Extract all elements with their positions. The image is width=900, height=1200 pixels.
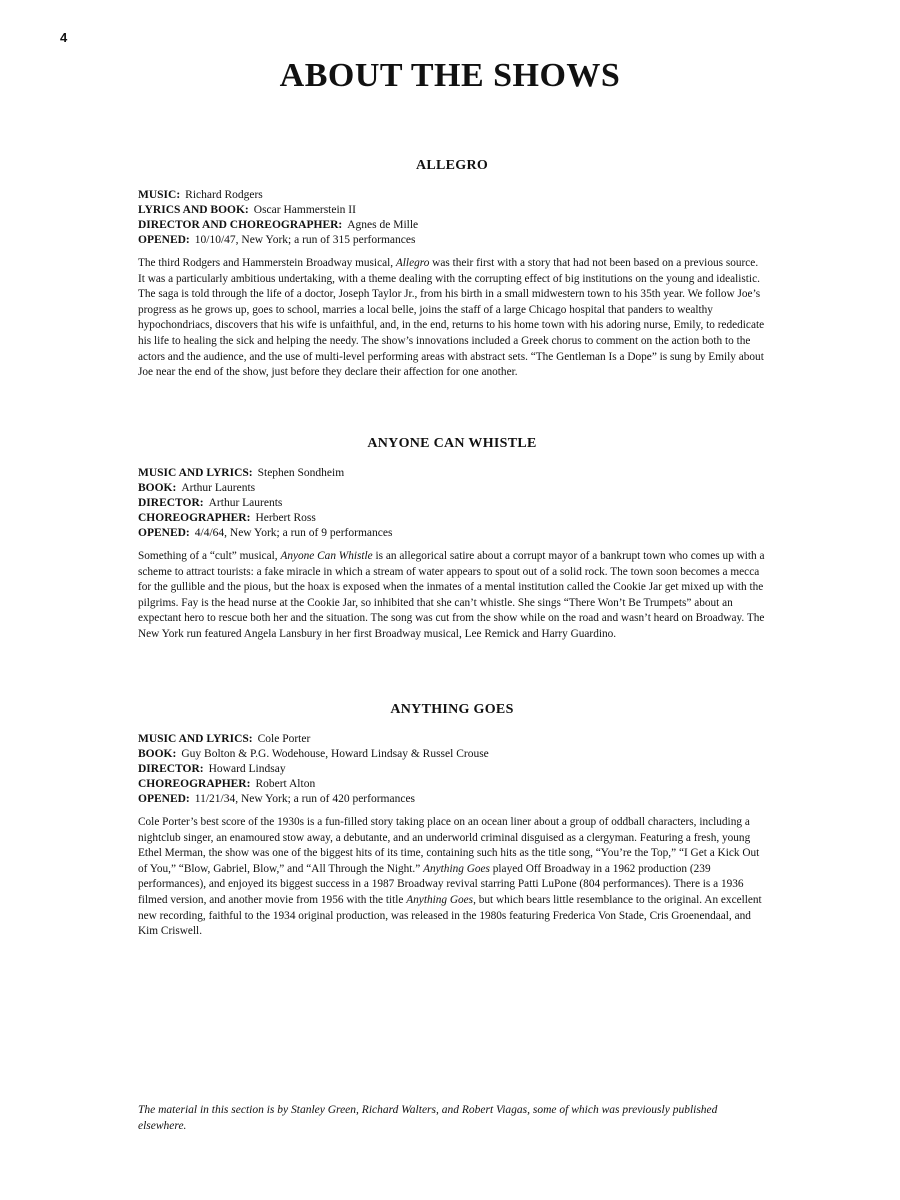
credit-value: Arthur Laurents (181, 482, 256, 494)
show-summary (138, 815, 766, 940)
show-title-italic: Anyone Can Whistle (280, 550, 373, 562)
page-number: 4 (60, 30, 68, 45)
show-title: ANYONE CAN WHISTLE (367, 436, 537, 451)
footnote: The material in this section is by Stanley Green, Richard Walters, and Robert Viagas, some of which was previously published elsewhere. (138, 1104, 718, 1132)
credit-row (138, 218, 766, 233)
credit-value: 11/21/34, New York; a run of 420 performances (194, 793, 416, 805)
credit-value: 10/10/47, New York; a run of 315 performances (194, 234, 416, 246)
credit-label: MUSIC AND LYRICS: (138, 467, 253, 479)
show-title-italic: Anything Goes (406, 893, 474, 906)
credit-row (138, 526, 766, 541)
show-title: ANYTHING GOES (390, 702, 514, 717)
credit-row (138, 233, 766, 248)
show-title-italic: Anything Goes (423, 862, 490, 875)
summary-text: , but which bears little resemblance to the original. An excellent new recording, faithful to the 1934 original production, was released in the 1980s featuring Frederica Von Stade, Cris Groenendaal, and Kim Criswell. (138, 893, 762, 938)
credit-row (138, 481, 766, 496)
credit-row (138, 732, 766, 747)
credit-value: Howard Lindsay (208, 763, 286, 775)
summary-text: The third Rodgers and Hammerstein Broadway musical, (138, 257, 396, 269)
credit-value: Oscar Hammerstein II (253, 204, 356, 216)
credit-label: LYRICS AND BOOK: (138, 204, 249, 216)
credit-value: Agnes de Mille (347, 219, 419, 231)
credit-value: 4/4/64, New York; a run of 9 performances (194, 527, 393, 539)
credit-label: OPENED: (138, 234, 190, 246)
credit-label: OPENED: (138, 527, 190, 539)
credit-label: MUSIC AND LYRICS: (138, 733, 253, 745)
credit-label: BOOK: (138, 748, 177, 760)
credit-value: Guy Bolton & P.G. Wodehouse, Howard Lindsay & Russel Crouse (181, 748, 489, 760)
page-title: ABOUT THE SHOWS (279, 57, 621, 94)
credit-row (138, 511, 766, 526)
credit-row (138, 466, 766, 481)
credit-label: DIRECTOR: (138, 497, 204, 509)
credit-value: Stephen Sondheim (257, 467, 345, 479)
credits-list (138, 732, 766, 807)
credit-label: CHOREOGRAPHER: (138, 512, 251, 524)
credit-value: Robert Alton (255, 778, 316, 790)
credit-label: CHOREOGRAPHER: (138, 778, 251, 790)
credit-row (138, 777, 766, 792)
show-title-italic: Allegro (395, 257, 430, 269)
credit-label: DIRECTOR: (138, 763, 204, 775)
show-section-anyone-can-whistle (138, 436, 766, 643)
credit-value: Herbert Ross (255, 512, 316, 524)
credit-value: Richard Rodgers (185, 189, 263, 201)
show-title: ALLEGRO (415, 158, 489, 173)
summary-text: played Off Broadway in a 1962 production (239 performances), and enjoyed its biggest success in a 1987 Broadway revival starring Patti LuPone (804 performances). There is a 1936 filmed version, and another movie from 1956 with the title (138, 862, 744, 906)
credit-row (138, 203, 766, 218)
credit-row (138, 792, 766, 807)
show-section-anything-goes (138, 702, 766, 940)
credits-list (138, 188, 766, 248)
credit-label: OPENED: (138, 793, 190, 805)
summary-text: Something of a “cult” musical, (138, 550, 281, 562)
credit-row (138, 188, 766, 203)
credits-list (138, 466, 766, 541)
show-section-allegro (138, 158, 766, 381)
credit-label: DIRECTOR AND CHOREOGRAPHER: (138, 219, 343, 231)
show-summary (138, 549, 766, 643)
credit-row (138, 496, 766, 511)
credit-label: BOOK: (138, 482, 177, 494)
summary-text: is an allegorical satire about a corrupt mayor of a bankrupt town who comes up with a scheme to attract tourists: a fake miracle in which a stream of water appears to spout out of a solid rock. The town soon becomes a mecca for the gullible and the pious, but the hoax is exposed when the inmates of a mental institution called the Cookie Jar get mixed up with the pilgrims. Fay is the head nurse at the Cookie Jar, so inhibited that she can’t whistle. She sings “There Won’t Be Trumpets” about an expectant hero to rescue both her and the situation. The song was cut from the show while on the road and wasn’t heard on Broadway. The New York run featured Angela Lansbury in her first Broadway musical, Lee Remick and Harry Guardino. (138, 550, 765, 640)
credit-row (138, 762, 766, 777)
summary-text: was their first with a story that had not been based on a previous source. It was a particularly ambitious undertaking, with a theme dealing with the corrupting effect of big institutions on the young and idealistic. The saga is told through the life of a doctor, Joseph Taylor Jr., from his birth in a small midwestern town to his 35th year. We follow Joe’s progress as he grows up, goes to school, marries a local belle, joins the staff of a large Chicago hospital that panders to wealthy hypochondriacs, discovers that his wife is unfaithful, and, in the end, returns to his home town with his adoring nurse, Emily, to rededicate his life to healing the sick and helping the needy. The show’s innovations included a Greek chorus to comment on the action both to the actors and the audience, and the use of multi-level performing areas with abstract sets. “The Gentleman Is a Dope” is sung by Emily about Joe near the end of the show, just before they declare their affection for one another. (138, 257, 765, 379)
credit-row (138, 747, 766, 762)
credit-value: Cole Porter (257, 733, 311, 745)
summary-text: Cole Porter’s best score of the 1930s is a fun-filled story taking place on an ocean liner about a group of oddball characters, including a nightclub singer, an enamoured stow away, a debutante, and an underworld criminal disguised as a clergyman. Featuring a fresh, young Ethel Merman, the show was one of the biggest hits of its time, containing such hits as the title song, “You’re the Top,” “I Get a Kick Out of You,” “Blow, Gabriel, Blow,” and “All Through the Night.” (138, 816, 760, 875)
credit-label: MUSIC: (138, 189, 181, 201)
show-summary (138, 256, 766, 381)
credit-value: Arthur Laurents (208, 497, 283, 509)
